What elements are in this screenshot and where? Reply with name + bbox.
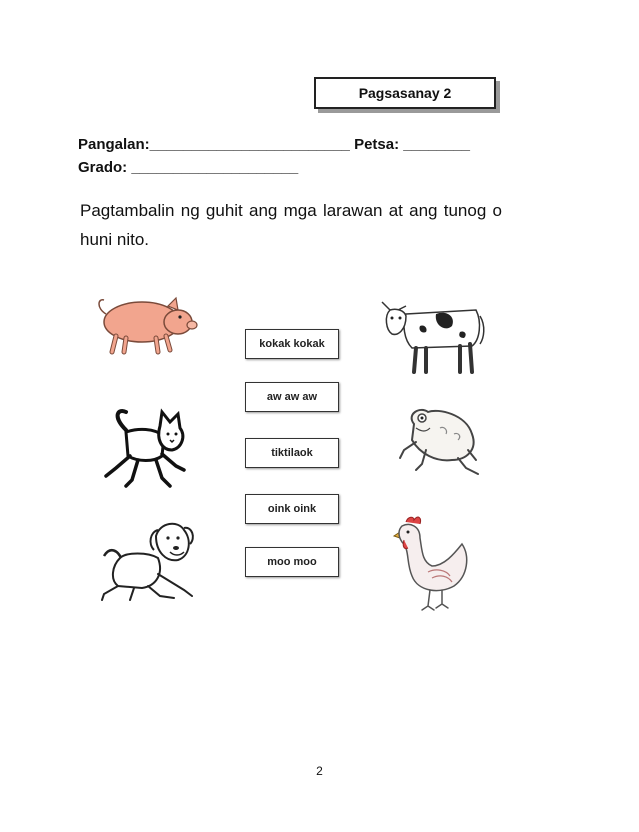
sound-tiktilaok: tiktilaok [245,438,339,468]
sound-kokak-kokak: kokak kokak [245,329,339,359]
chicken-icon [392,514,472,612]
cow-icon [376,296,488,376]
sound-oink-oink: oink oink [245,494,339,524]
sound-aw-aw-aw: aw aw aw [245,382,339,412]
dog-icon [98,516,202,604]
frog-icon [396,404,482,478]
name-date-line: Pangalan:________________________ Petsa: ________ [78,136,470,153]
cat-icon [98,406,198,490]
sound-moo-moo: moo moo [245,547,339,577]
page-number: 2 [316,764,323,778]
exercise-title [314,77,496,109]
exercise-title-text: Pagsasanay 2 [358,85,452,101]
pig-icon [92,292,202,356]
instruction-text: Pagtambalin ng guhit ang mga larawan at ang tunog o huni nito. [80,201,502,249]
grade-line: Grado: ____________________ [78,159,299,176]
